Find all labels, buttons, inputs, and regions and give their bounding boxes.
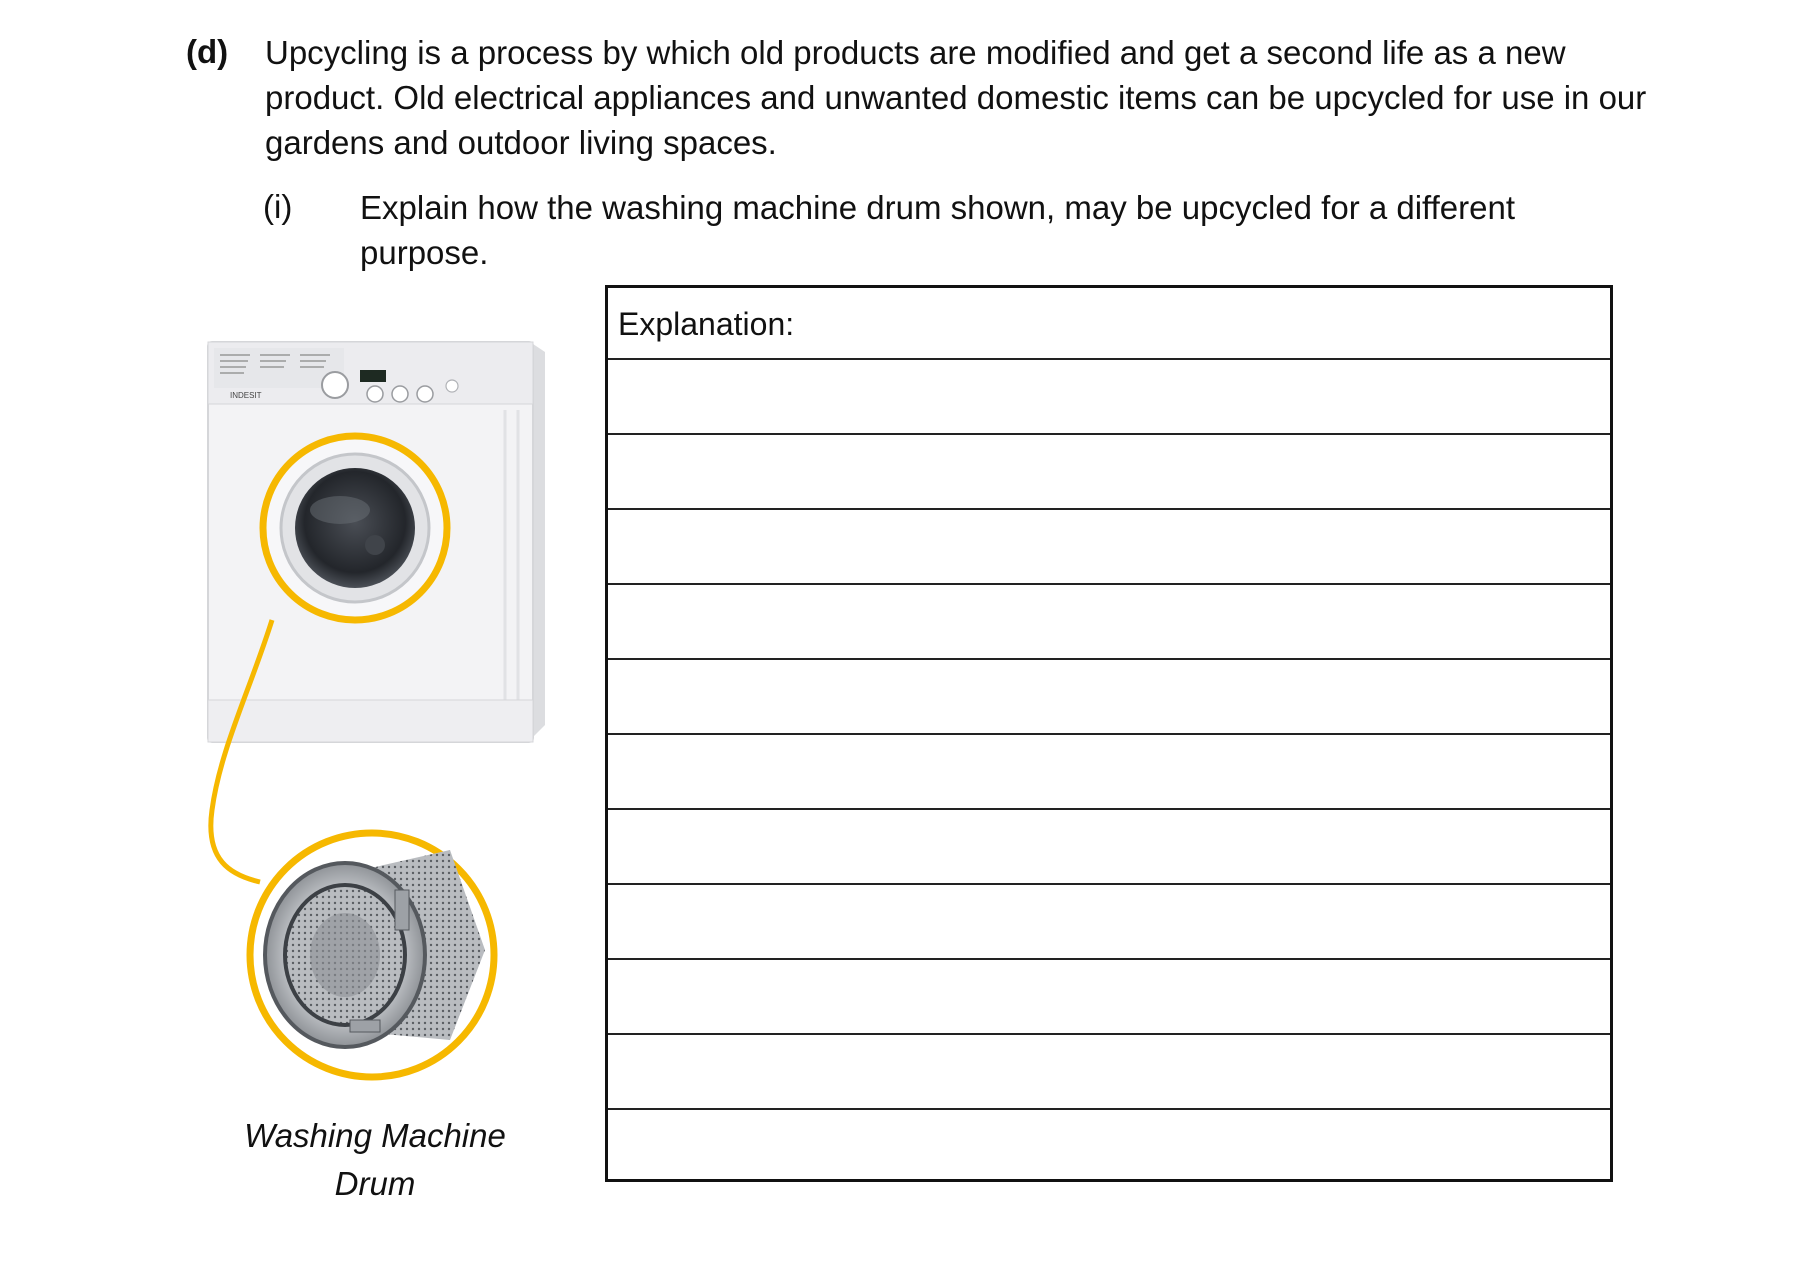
brand-logo: INDESIT (230, 391, 262, 400)
answer-box-header: Explanation: (608, 288, 1610, 360)
washing-machine-door (263, 436, 447, 620)
answer-box (605, 285, 1613, 1182)
figure-caption (225, 1112, 525, 1208)
drum-closeup (250, 833, 494, 1077)
figure-caption-line-1: Washing Machine (244, 1117, 506, 1154)
answer-line[interactable] (608, 1110, 1610, 1185)
question-intro-text: Upcycling is a process by which old products are modified and get a second life as a new product. Old electrical appliances and unwanted domestic items can be upcycled for use in our gardens and outdoor living spaces. (265, 34, 1647, 161)
washing-machine-illustration (200, 330, 560, 1120)
answer-line[interactable] (608, 660, 1610, 735)
figure-caption-line-2: Drum (334, 1165, 416, 1202)
answer-line[interactable] (608, 435, 1610, 510)
answer-line[interactable] (608, 585, 1610, 660)
answer-line[interactable] (608, 735, 1610, 810)
subquestion-label: (i) (263, 188, 293, 225)
answer-line[interactable] (608, 360, 1610, 435)
question-label: (d) (186, 33, 229, 70)
answer-line[interactable] (608, 885, 1610, 960)
answer-line[interactable] (608, 810, 1610, 885)
washing-machine-drawing (200, 330, 560, 1120)
answer-line[interactable] (608, 960, 1610, 1035)
answer-line[interactable] (608, 1035, 1610, 1110)
answer-line[interactable] (608, 510, 1610, 585)
subquestion-text: Explain how the washing machine drum shown, may be upcycled for a different purpose. (360, 189, 1516, 271)
